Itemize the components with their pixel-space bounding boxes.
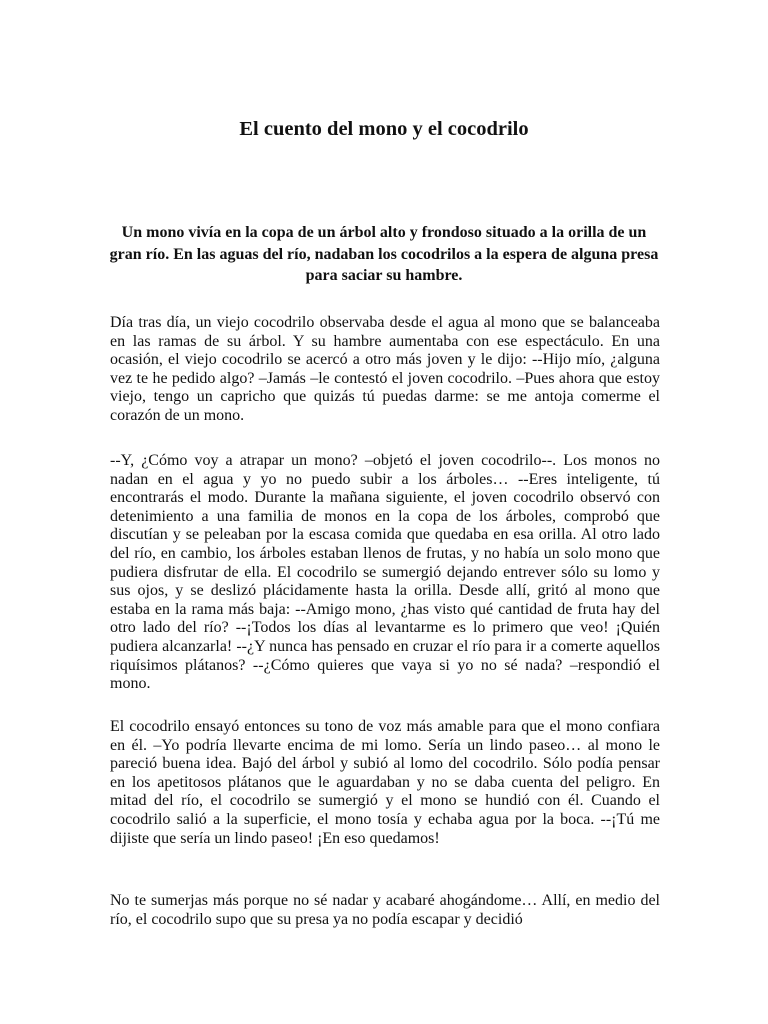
body-paragraph-3: El cocodrilo ensayó entonces su tono de voz más amable para que el mono confiara en él. –Yo podría llevarte encima de mi lomo. Sería un lindo paseo… al mono le pareció buena idea. Bajó del árbol y subió al lomo del cocodrilo. Sólo podía pensar en los apetitosos plátanos que le aguardaban y no se daba cuenta del peligro. En mitad del río, el cocodrilo se sumergió y el mono se hundió con él. Cuando el cocodrilo salió a la superficie, el mono tosía y echaba agua por la boca. --¡Tú me dijiste que sería un lindo paseo! ¡En eso quedamos! xyxy=(110,718,660,847)
document-title: El cuento del mono y el cocodrilo xyxy=(239,118,529,140)
intro-paragraph: Un mono vivía en la copa de un árbol alto y frondoso situado a la orilla de un gran río. En las aguas del río, nadaban los cocodrilos a la espera de alguna presa para saciar su hambre. xyxy=(109,224,659,284)
body-paragraph-2: --Y, ¿Cómo voy a atrapar un mono? –objetó el joven cocodrilo--. Los monos no nadan en el agua y yo no puedo subir a los árboles… --Eres inteligente, tú encontrarás el modo. Durante la mañana siguiente, el joven cocodrilo observó con detenimiento a una familia de monos en la copa de los árboles, comprobó que discutían y se peleaban por la escasa comida que quedaba en esa orilla. Al otro lado del río, en cambio, los árboles estaban llenos de frutas, y no había un solo mono que pudiera disfrutar de ella. El cocodrilo se sumergió dejando entrever sólo su lomo y sus ojos, y se deslizó plácidamente hasta la orilla. Desde allí, gritó al mono que estaba en la rama más baja: --Amigo mono, ¿has visto qué cantidad de fruta hay del otro lado del río? --¡Todos los días al levantarme es lo primero que veo! ¡Quién pudiera alcanzarla! --¿Y nunca has pensado en cruzar el río para ir a comerte aquellos riquísimos plátanos? --¿Cómo quieres que vaya si yo no sé nada? –respondió el mono. xyxy=(110,452,660,693)
body-paragraph-4: No te sumerjas más porque no sé nadar y acabaré ahogándome… Allí, en medio del río, el cocodrilo supo que su presa ya no podía escapar y decidió xyxy=(110,892,660,928)
body-paragraph-1: Día tras día, un viejo cocodrilo observaba desde el agua al mono que se balanceaba en las ramas de su árbol. Y su hambre aumentaba con ese espectáculo. En una ocasión, el viejo cocodrilo se acercó a otro más joven y le dijo: --Hijo mío, ¿alguna vez te he pedido algo? –Jamás –le contestó el joven cocodrilo. –Pues ahora que estoy viejo, tengo un capricho que quizás tú puedas darme: se me antoja comerme el corazón de un mono. xyxy=(110,314,660,424)
